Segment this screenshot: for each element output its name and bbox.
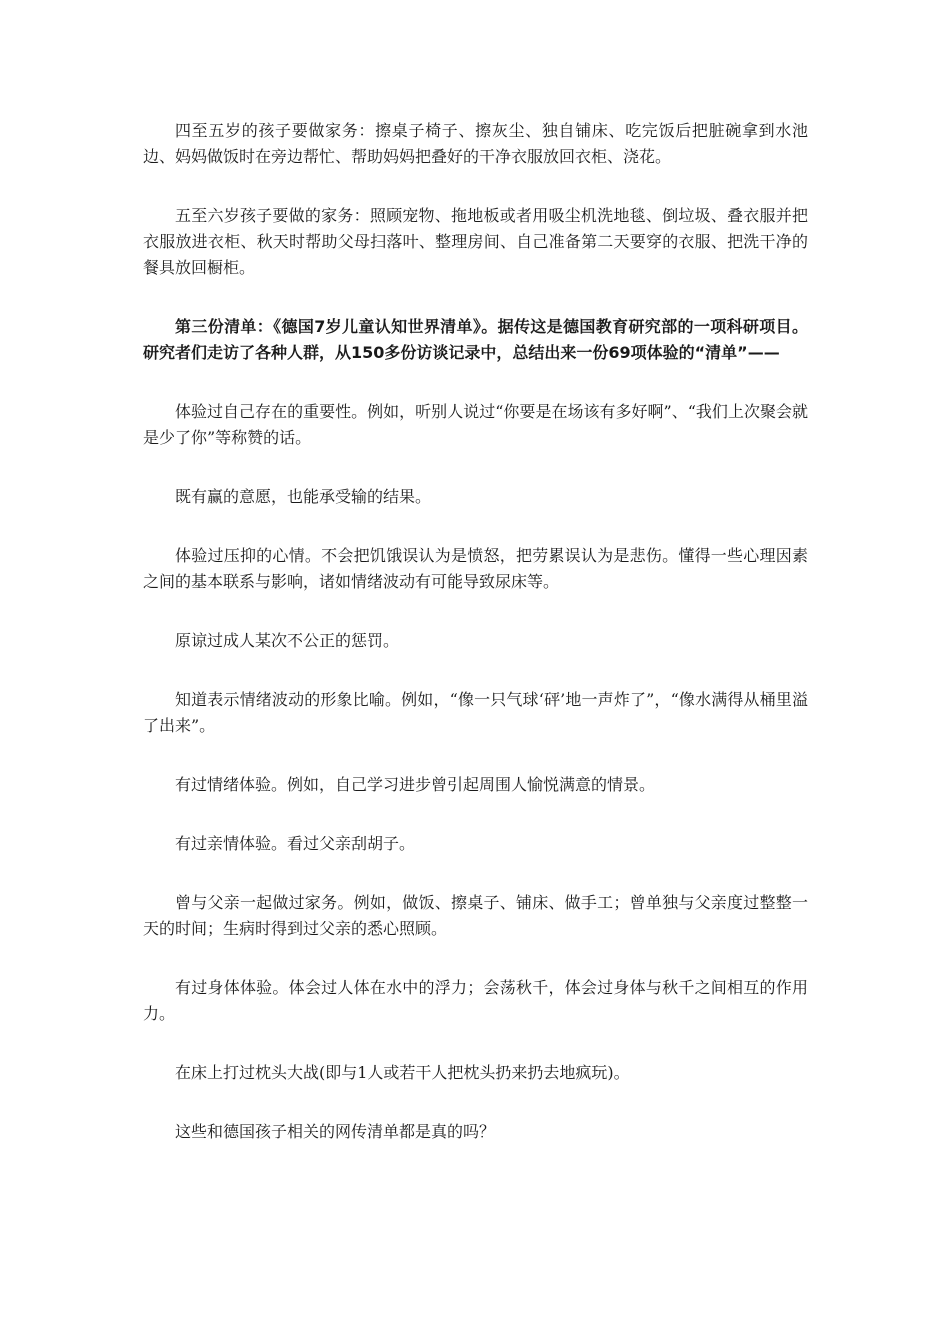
paragraph-closing-question: 这些和德国孩子相关的网传清单都是真的吗？ bbox=[175, 1122, 496, 1141]
paragraph-win-lose: 既有赢的意愿，也能承受输的结果。 bbox=[175, 487, 432, 506]
paragraph-family-experience: 有过亲情体验。看过父亲刮胡子。 bbox=[175, 834, 416, 853]
paragraph-body-experience: 有过身体体验。体会过人体在水中的浮力；会荡秋千，体会过身体与秋千之间相互的作用力。 bbox=[143, 978, 808, 1023]
paragraph-chores-age-4-5: 四至五岁的孩子要做家务：擦桌子椅子、擦灰尘、独自铺床、吃完饭后把脏碗拿到水池边、妈妈做饭时在旁边帮忙、帮助妈妈把叠好的干净衣服放回衣柜、浇花。 bbox=[143, 121, 808, 166]
paragraph-depressed-mood: 体验过压抑的心情。不会把饥饿误认为是愤怒，把劳累误认为是悲伤。懂得一些心理因素之间的基本联系与影响，诸如情绪波动有可能导致尿床等。 bbox=[143, 546, 808, 591]
paragraph-chores-age-5-6: 五至六岁孩子要做的家务：照顾宠物、拖地板或者用吸尘机洗地毯、倒垃圾、叠衣服并把衣服放进衣柜、秋天时帮助父母扫落叶、整理房间、自己准备第二天要穿的衣服、把洗干净的餐具放回橱柜。 bbox=[143, 206, 808, 277]
paragraph-housework-with-father: 曾与父亲一起做过家务。例如，做饭、擦桌子、铺床、做手工；曾单独与父亲度过整整一天的时间；生病时得到过父亲的悉心照顾。 bbox=[143, 893, 808, 938]
paragraph-self-importance: 体验过自己存在的重要性。例如，听别人说过“你要是在场该有多好啊”、“我们上次聚会就是少了你”等称赞的话。 bbox=[143, 402, 808, 447]
document-page bbox=[143, 118, 808, 1178]
paragraph-emotion-metaphor: 知道表示情绪波动的形象比喻。例如，“像一只气球‘砰’地一声炸了”，“像水满得从桶里溢了出来”。 bbox=[143, 690, 808, 735]
paragraph-pillow-fight: 在床上打过枕头大战(即与1人或若干人把枕头扔来扔去地疯玩)。 bbox=[175, 1063, 630, 1082]
paragraph-third-list-heading: 第三份清单：《德国7岁儿童认知世界清单》。据传这是德国教育研究部的一项科研项目。研究者们走访了各种人群，从150多份访谈记录中，总结出来一份69项体验的“清单”—— bbox=[143, 317, 808, 362]
paragraph-forgive-punishment: 原谅过成人某次不公正的惩罚。 bbox=[175, 631, 400, 650]
paragraph-emotional-experience: 有过情绪体验。例如，自己学习进步曾引起周围人愉悦满意的情景。 bbox=[175, 775, 656, 794]
